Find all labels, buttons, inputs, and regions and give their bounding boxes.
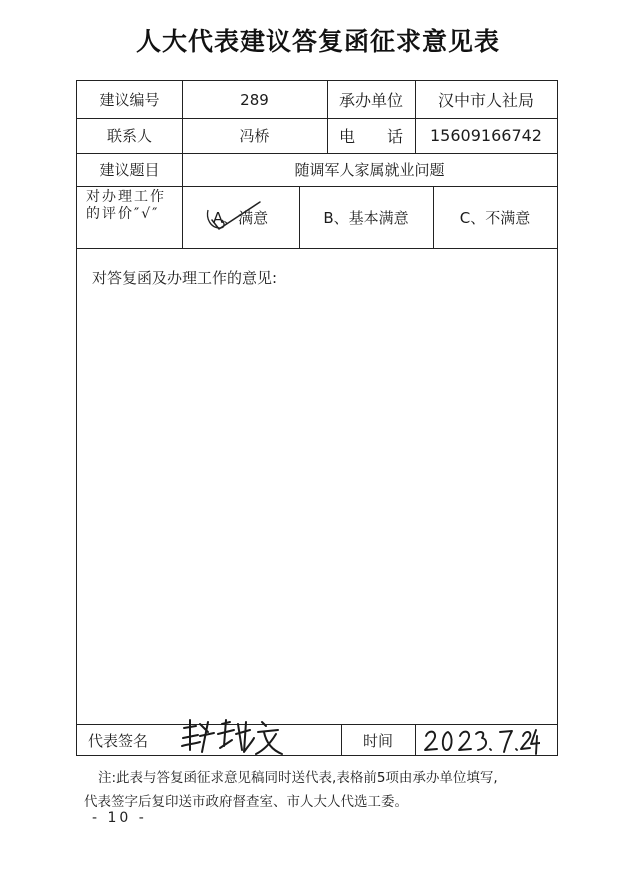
- col-divider: [415, 724, 416, 755]
- handwritten-signature: [178, 716, 288, 758]
- option-basically-satisfied[interactable]: B、基本满意: [323, 208, 409, 227]
- checkmark-icon: [200, 196, 264, 236]
- handling-unit-value: 汉中市人社局: [437, 91, 534, 110]
- opinion-label: 对答复函及办理工作的意见:: [92, 269, 278, 287]
- handwritten-date: [420, 722, 540, 758]
- contact-value: 冯桥: [239, 126, 270, 145]
- topic-label: 建议题目: [99, 160, 160, 179]
- row-divider: [77, 248, 557, 249]
- signature-label: 代表签名: [87, 731, 148, 750]
- option-satisfied[interactable]: A、满意: [212, 208, 269, 227]
- topic-value: 随调军人家属就业问题: [294, 160, 445, 179]
- proposal-no-value: 289: [240, 90, 269, 109]
- phone-label: 电 话: [338, 126, 403, 146]
- footnote: [84, 766, 564, 814]
- evaluation-label: 对办理工作的评价″√″: [86, 189, 166, 222]
- document-title: 人大代表建议答复函征求意见表: [135, 27, 500, 56]
- handling-unit-label: 承办单位: [338, 91, 403, 110]
- page-number: - 10 -: [92, 810, 147, 826]
- phone-value: 15609166742: [430, 125, 542, 145]
- footnote-line-1: 注:此表与答复函征求意见稿同时送代表,表格前5项由承办单位填写,: [98, 770, 498, 786]
- proposal-no-label: 建议编号: [99, 91, 160, 109]
- time-label: 时间: [362, 731, 393, 750]
- contact-label: 联系人: [106, 126, 152, 145]
- footnote-line-2: 代表签字后复印送市政府督查室、市人大人代选工委。: [84, 794, 408, 810]
- option-unsatisfied[interactable]: C、不满意: [459, 208, 531, 227]
